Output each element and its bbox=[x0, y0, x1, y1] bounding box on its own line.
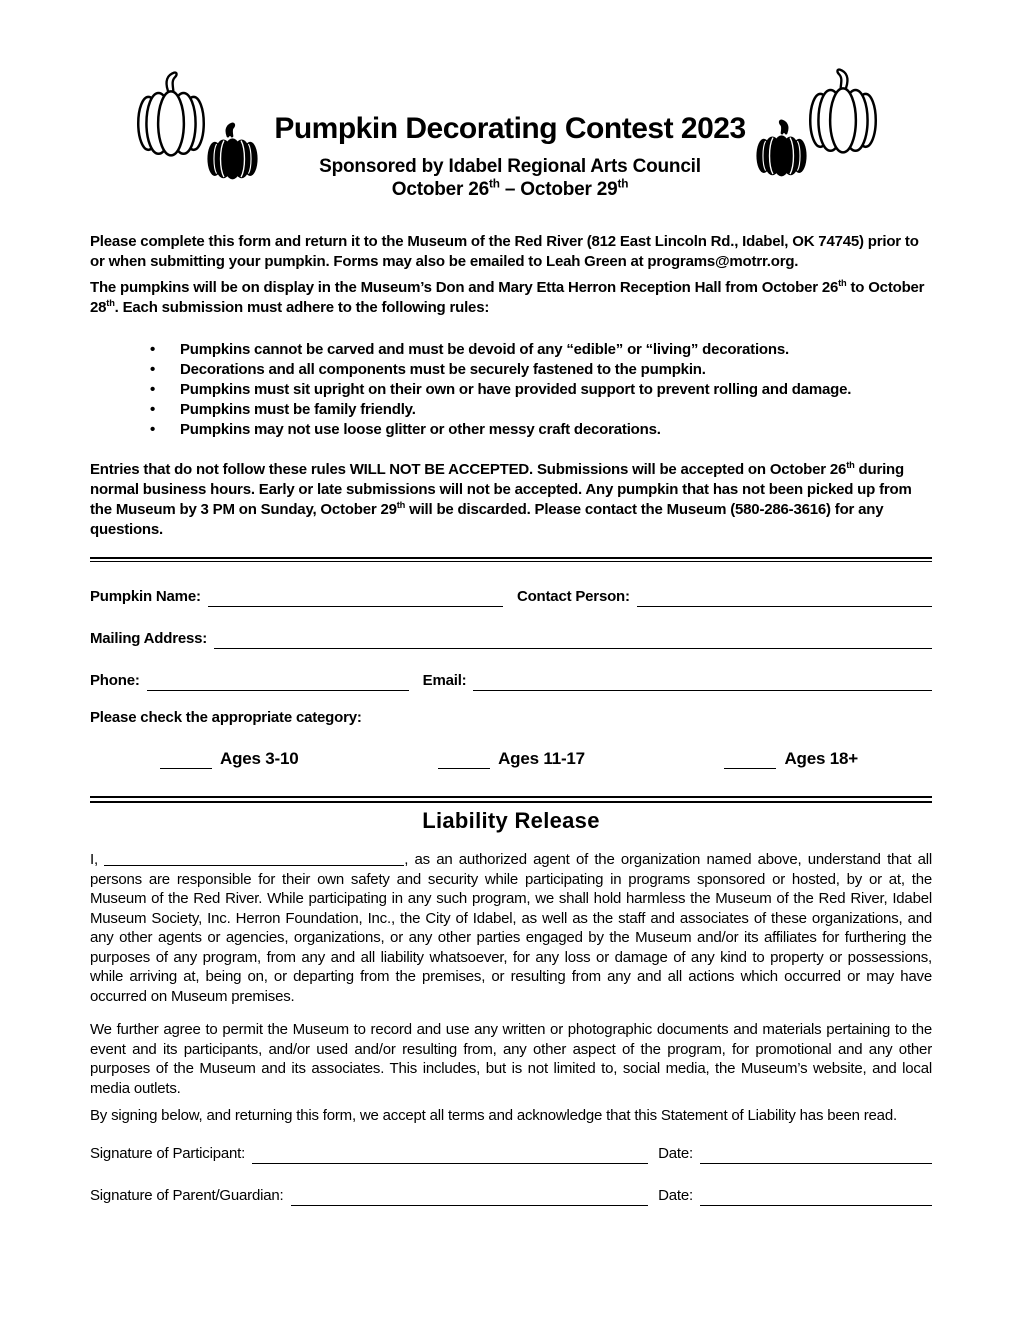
mailing-address-row bbox=[90, 628, 932, 649]
entries-paragraph: Entries that do not follow these rules WILL NOT BE ACCEPTED. Submissions will be accepted on October 26th during normal business hours. Early or late submissions will not be accepted. Any pumpkin that has not been picked up from the Museum by 3 PM on Sunday, October 29th will be discarded. Please contact the Museum (580-286-3616) for any questions. bbox=[90, 460, 912, 538]
participant-date-field[interactable] bbox=[700, 1146, 932, 1164]
pumpkin-name-label: Pumpkin Name: bbox=[90, 588, 201, 605]
liability-paragraph-2: We further agree to permit the Museum to record and use any written or photographic documents and materials pertaining to the event and its participants, and/or used and/or resulting from, any other aspect of the program, for promotional and any other purposes of the Museum and its associates. This includes, but is not limited to, social media, the Museum’s website, and local media outlets. bbox=[90, 1021, 932, 1097]
participant-signature-field[interactable] bbox=[252, 1146, 648, 1164]
mailing-address-label: Mailing Address: bbox=[90, 630, 208, 647]
event-dates: October 26th – October 29th bbox=[391, 177, 629, 200]
liability-paragraph-3: By signing below, and returning this form, we accept all terms and acknowledge that this Statement of Liability has been read. bbox=[90, 1107, 897, 1124]
rule-item: • Pumpkins may not use loose glitter or other messy craft decorations. bbox=[180, 420, 932, 440]
intro-paragraph-2: The pumpkins will be on display in the Museum’s Don and Mary Etta Herron Reception Hall from October 26th to October 28th. Each submission must adhere to the following rules: bbox=[90, 278, 925, 316]
participant-signature-label: Signature of Participant: bbox=[90, 1144, 246, 1162]
phone-label: Phone: bbox=[90, 672, 140, 689]
pumpkin-name-row bbox=[90, 586, 932, 607]
document-header bbox=[0, 0, 1020, 228]
guardian-signature-row bbox=[90, 1185, 932, 1206]
category-row bbox=[90, 748, 932, 769]
section-divider bbox=[90, 557, 932, 562]
email-field[interactable] bbox=[473, 673, 932, 691]
participant-signature-row bbox=[90, 1143, 932, 1164]
rule-item: • Pumpkins must be family friendly. bbox=[180, 400, 932, 420]
document-body bbox=[0, 228, 1020, 1206]
pumpkin-outline-icon bbox=[804, 60, 882, 162]
category-checkbox-blank[interactable] bbox=[438, 751, 490, 769]
agent-name-blank[interactable] bbox=[104, 853, 404, 866]
rule-item: • Pumpkins must sit upright on their own or have provided support to prevent rolling and damage. bbox=[180, 380, 932, 400]
liability-paragraph-1: I, , as an authorized agent of the organization named above, understand that all persons are responsible for their own safety and security while participating in programs sponsored or hosted, by or at, the Museum of the Red River. While participating in any such program, we shall hold harmless the Museum of the Red River, Idabel Museum Society, Inc. Herron Foundation, Inc., the City of Idabel, as well as the staff and associates of these organizations, and any other agents or agencies, organizations, or any other parties engaged by the Museum and/or its affiliates for furthering the purposes of any program, from any and all liability whatsoever, for any loss or damage of any kind to property or possessions, while arriving at, being on, or departing from the premises, or resulting from any and all actions which occurred or may have occurred on Museum premises. bbox=[90, 851, 933, 1005]
date-label: Date: bbox=[658, 1186, 693, 1204]
rule-item: • Decorations and all components must be securely fastened to the pumpkin. bbox=[180, 360, 932, 380]
contact-person-label: Contact Person: bbox=[516, 588, 630, 605]
section-divider bbox=[90, 796, 932, 803]
intro-paragraph-1: Please complete this form and return it to the Museum of the Red River (812 East Lincoln Rd., Idabel, OK 74745) prior to or when submitting your pumpkin. Forms may also be emailed to Leah Green at programs@motrr.org. bbox=[90, 233, 919, 270]
guardian-signature-label: Signature of Parent/Guardian: bbox=[90, 1186, 284, 1204]
rule-item: • Pumpkins cannot be carved and must be devoid of any “edible” or “living” decorations. bbox=[180, 340, 932, 360]
liability-heading: Liability Release bbox=[422, 808, 600, 833]
category-option bbox=[438, 749, 585, 769]
category-label: Ages 11-17 bbox=[498, 749, 585, 768]
page-title: Pumpkin Decorating Contest 2023 bbox=[274, 112, 746, 145]
phone-field[interactable] bbox=[147, 673, 409, 691]
category-checkbox-blank[interactable] bbox=[724, 751, 776, 769]
category-checkbox-blank[interactable] bbox=[160, 751, 212, 769]
category-label: Ages 3-10 bbox=[220, 749, 299, 768]
rules-list bbox=[90, 340, 932, 440]
email-label: Email: bbox=[422, 672, 467, 689]
phone-email-row bbox=[90, 670, 932, 691]
category-option bbox=[724, 749, 858, 769]
mailing-address-field[interactable] bbox=[214, 631, 932, 649]
guardian-date-field[interactable] bbox=[700, 1188, 932, 1206]
guardian-signature-field[interactable] bbox=[291, 1188, 649, 1206]
pumpkin-name-field[interactable] bbox=[208, 589, 503, 607]
date-label: Date: bbox=[658, 1144, 693, 1162]
page-subtitle: Sponsored by Idabel Regional Arts Council bbox=[319, 156, 701, 177]
contact-person-field[interactable] bbox=[637, 589, 932, 607]
category-prompt: Please check the appropriate category: bbox=[90, 709, 362, 726]
category-option bbox=[160, 749, 299, 769]
category-label: Ages 18+ bbox=[784, 749, 858, 768]
